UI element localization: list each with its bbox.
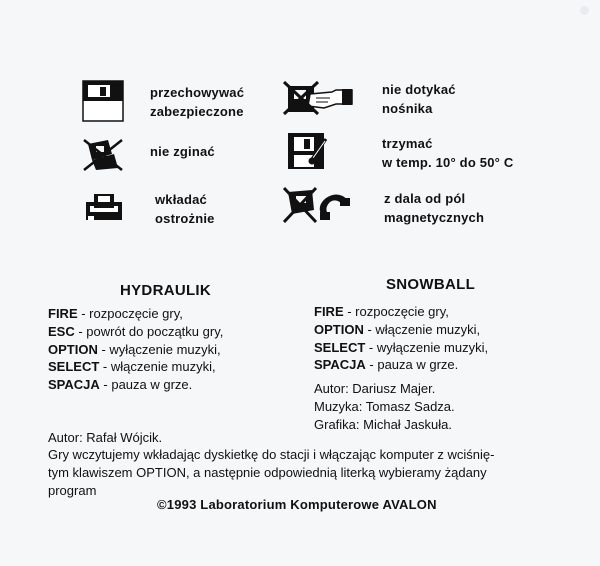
care-text-insert: wkładać ostrożnie xyxy=(155,192,215,226)
care-text-no-bend: nie zginać xyxy=(150,144,215,159)
loading-line: program xyxy=(48,483,97,498)
disk-storage-icon xyxy=(82,80,124,122)
loading-instructions xyxy=(48,446,494,500)
hydraulik-author: Autor: Rafał Wójcik. xyxy=(48,430,163,445)
hydraulik-controls xyxy=(48,305,223,394)
thermometer-disk-icon xyxy=(286,131,330,171)
control-line: SELECT - wyłączenie muzyki, xyxy=(314,339,489,355)
control-line: FIRE - rozpoczęcie gry, xyxy=(314,304,449,319)
control-line: FIRE - rozpoczęcie gry, xyxy=(48,306,183,321)
control-line: ESC - powrót do początku gry, xyxy=(48,323,224,339)
care-text-no-touch: nie dotykać nośnika xyxy=(382,82,456,116)
credit-line: Muzyka: Tomasz Sadza. xyxy=(314,398,455,414)
credit-line: Autor: Dariusz Majer. xyxy=(314,381,436,396)
control-line: OPTION - włączenie muzyki, xyxy=(314,321,481,337)
care-text-storage: przechowywać zabezpieczone xyxy=(150,85,245,119)
loading-line: tym klawiszem OPTION, a następnie odpowiednią literką wybieramy żądany xyxy=(48,465,487,480)
loading-line: Gry wczytujemy wkładając dyskietkę do stacji i włączając komputer z wciśnię- xyxy=(48,447,495,462)
corner-mark xyxy=(580,6,589,15)
control-line: OPTION - wyłączenie muzyki, xyxy=(48,341,221,357)
control-line: SPACJA - pauza w grze. xyxy=(48,377,193,393)
snowball-credits xyxy=(314,380,455,433)
snowball-controls xyxy=(314,303,488,374)
no-touch-icon xyxy=(280,80,356,116)
credit-line: Grafika: Michał Jaskuła. xyxy=(314,416,452,432)
care-text-magnetic: z dala od pól magnetycznych xyxy=(384,191,485,225)
snowball-title: SNOWBALL xyxy=(386,276,476,293)
no-magnet-icon xyxy=(282,186,354,226)
copyright: ©1993 Laboratorium Komputerowe AVALON xyxy=(157,497,437,512)
control-line: SELECT - włączenie muzyki, xyxy=(48,359,216,375)
care-text-temperature: trzymać w temp. 10° do 50° C xyxy=(382,136,514,170)
control-line: SPACJA - pauza w grze. xyxy=(314,357,459,373)
insert-disk-icon xyxy=(84,192,124,224)
no-bend-icon xyxy=(82,136,124,172)
hydraulik-title: HYDRAULIK xyxy=(120,282,212,299)
